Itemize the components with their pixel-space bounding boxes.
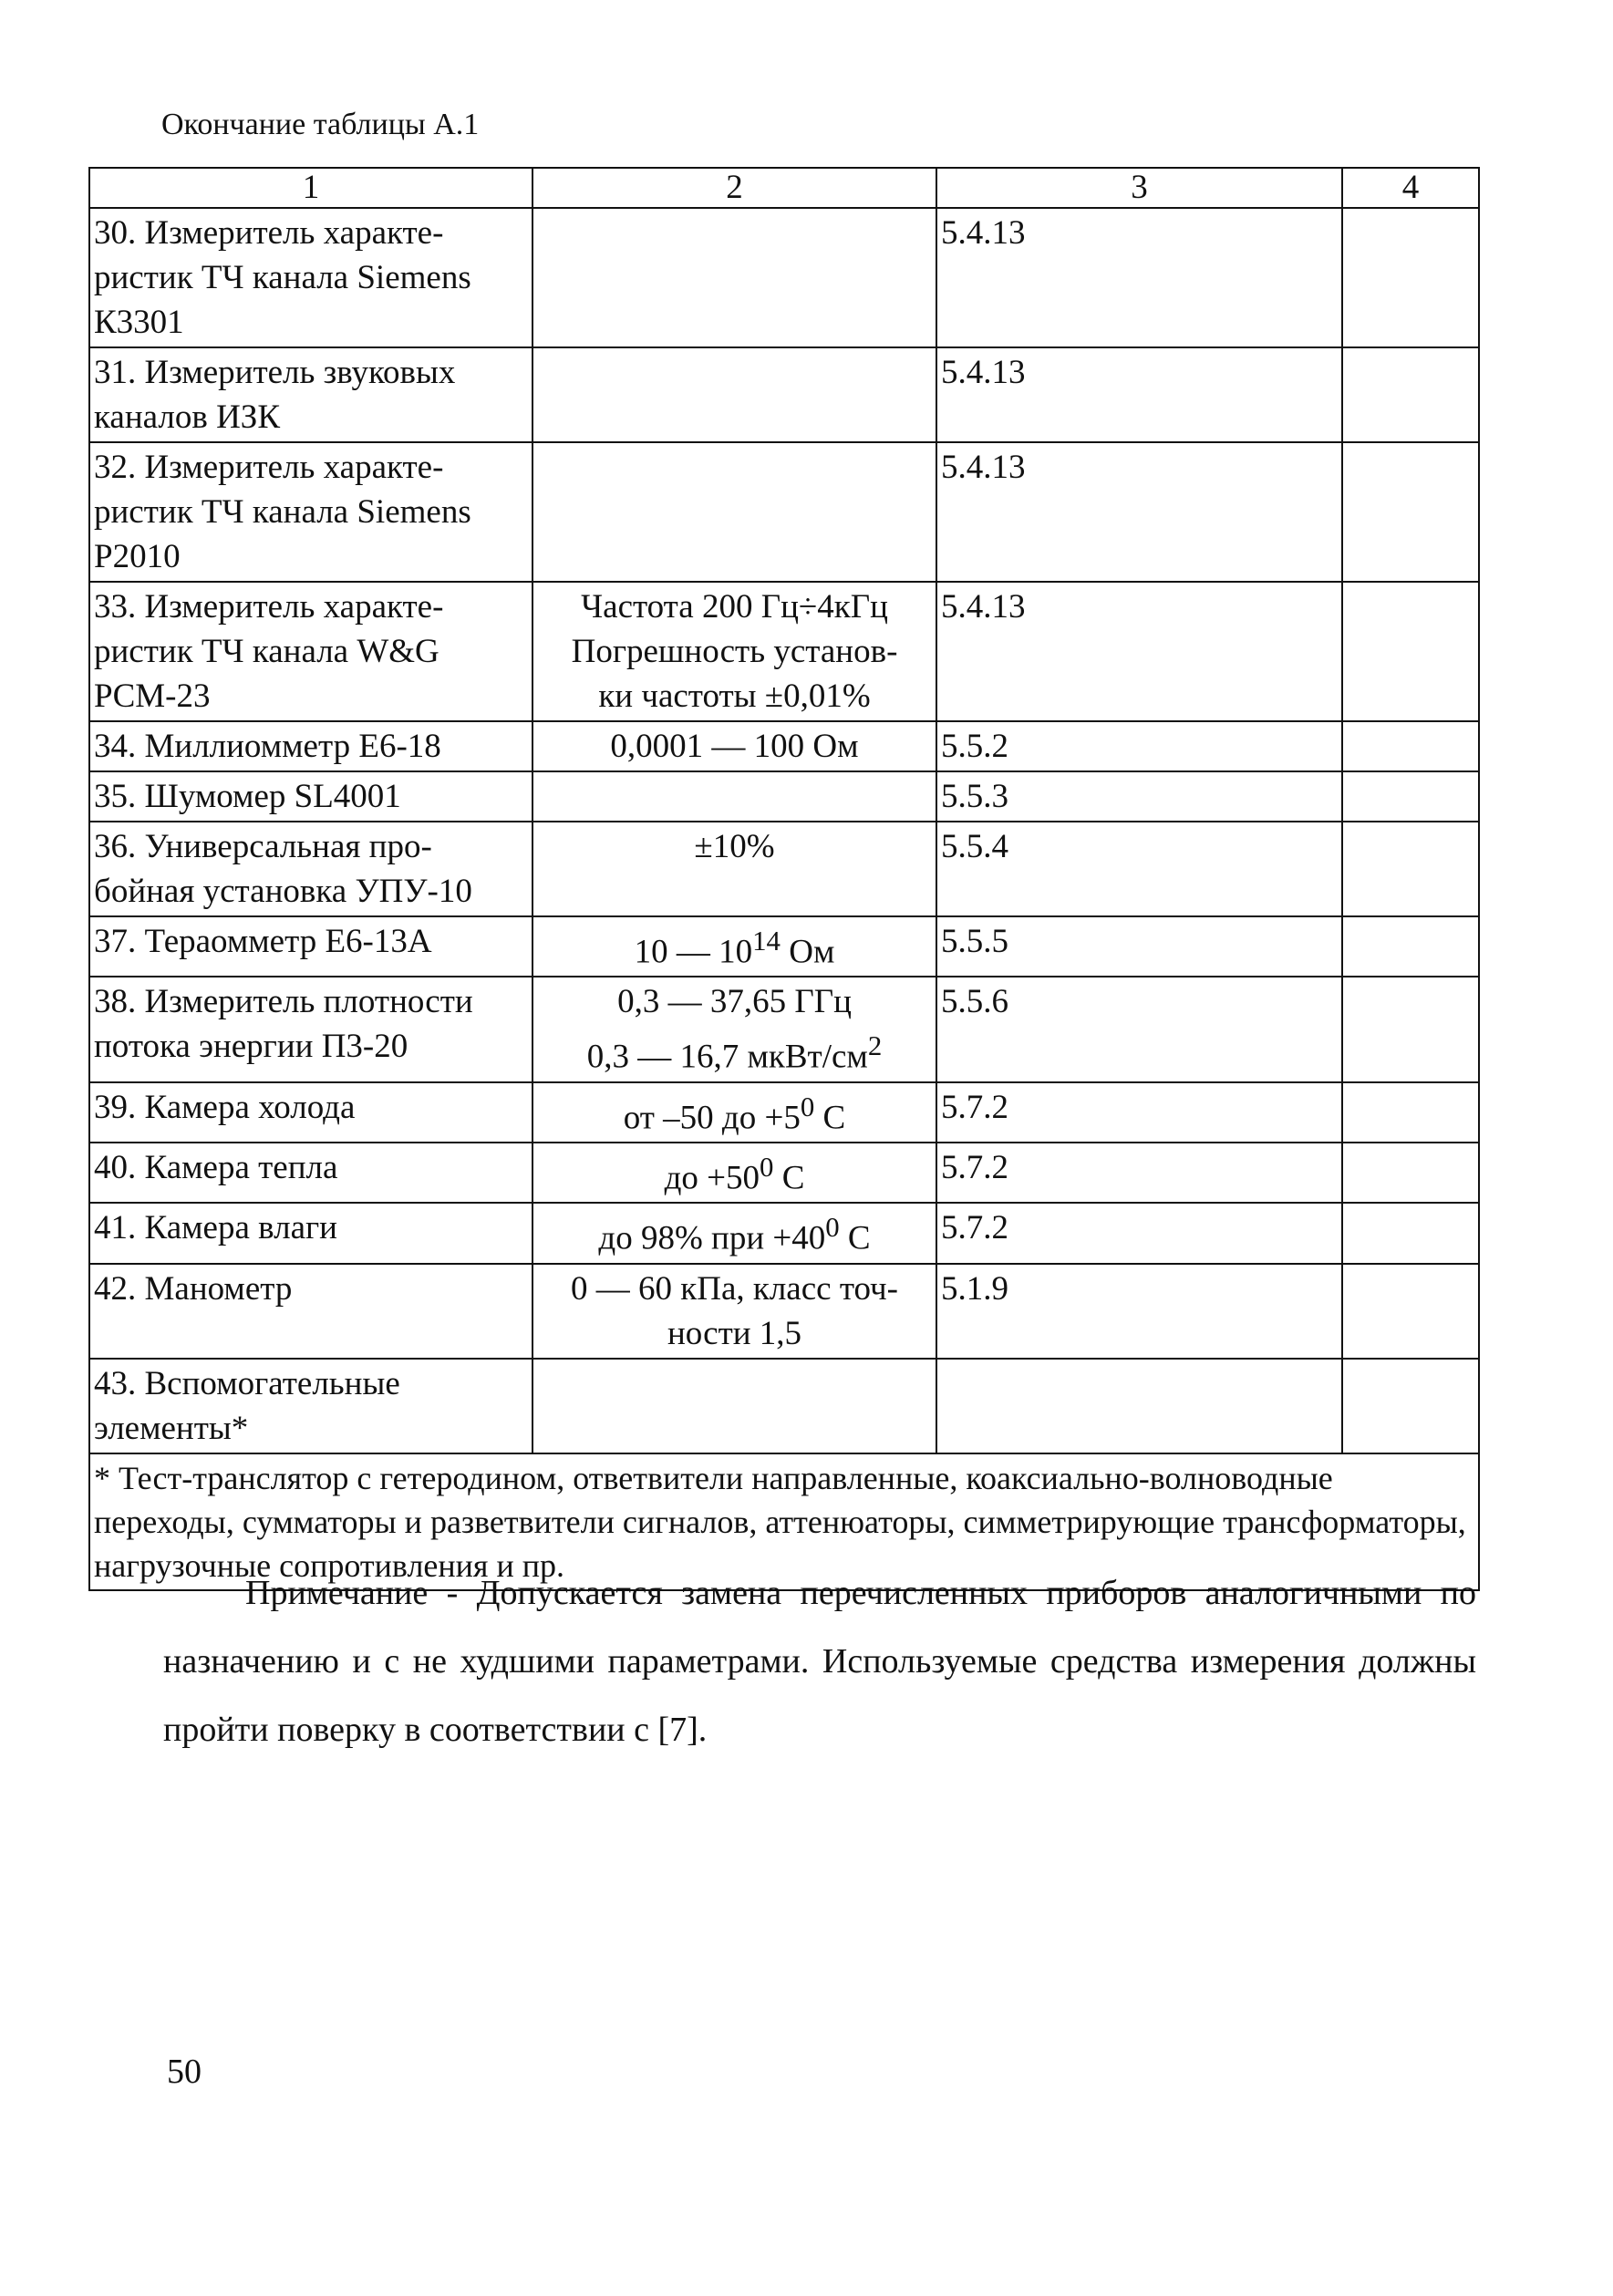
device-parameters	[532, 1082, 936, 1143]
device-name: 32. Измеритель характе- ристик ТЧ канала Siemens Р2010	[89, 442, 532, 582]
device-parameters	[532, 771, 936, 822]
equipment-table	[88, 167, 1480, 1591]
device-parameters	[532, 1203, 936, 1263]
device-parameters: ±10%	[532, 822, 936, 916]
table-header-row	[89, 168, 1479, 208]
device-parameters: Частота 200 Гц÷4кГц Погрешность установ- ки частоты ±0,01%	[532, 582, 936, 721]
device-name: 33. Измеритель характе- ристик ТЧ канала W&G PCM-23	[89, 582, 532, 721]
param-text: 0,3 — 16,7 мкВт/см	[586, 1038, 868, 1076]
clause-number: 5.5.6	[936, 977, 1342, 1081]
param-text: от –50 до +5	[623, 1098, 801, 1136]
row-note	[1342, 1082, 1479, 1143]
device-parameters	[532, 1359, 936, 1453]
device-parameters: 0 — 60 кПа, класс точ- ности 1,5	[532, 1264, 936, 1359]
row-note	[1342, 208, 1479, 347]
param-text: до +50	[664, 1159, 760, 1197]
table-row	[89, 1143, 1479, 1203]
row-note	[1342, 1264, 1479, 1359]
page-number: 50	[167, 2053, 202, 2091]
param-exponent: 14	[752, 926, 781, 957]
clause-number	[936, 1359, 1342, 1453]
table-row	[89, 721, 1479, 771]
device-parameters	[532, 208, 936, 347]
note-paragraph: Примечание - Допускается замена перечисленных приборов аналогичными по назначению и с не худшими параметрами. Используемые средства измерения должны пройти поверку в соответствии с [7].	[163, 1574, 1476, 1749]
param-line-2	[537, 1024, 932, 1079]
degree-mark: 0	[800, 1091, 815, 1122]
row-note	[1342, 1203, 1479, 1263]
device-name: 41. Камера влаги	[89, 1203, 532, 1263]
row-note	[1342, 582, 1479, 721]
row-note	[1342, 822, 1479, 916]
clause-number: 5.4.13	[936, 347, 1342, 442]
clause-number: 5.7.2	[936, 1082, 1342, 1143]
column-header-2: 2	[532, 168, 936, 208]
device-parameters	[532, 1143, 936, 1203]
table-row	[89, 1264, 1479, 1359]
device-name: 42. Манометр	[89, 1264, 532, 1359]
clause-number: 5.5.3	[936, 771, 1342, 822]
device-name: 35. Шумомер SL4001	[89, 771, 532, 822]
param-unit: С	[814, 1098, 846, 1136]
row-note	[1342, 1359, 1479, 1453]
clause-number: 5.7.2	[936, 1143, 1342, 1203]
device-name: 31. Измеритель звуковых каналов ИЗК	[89, 347, 532, 442]
row-note	[1342, 347, 1479, 442]
device-name: 34. Миллиомметр Е6-18	[89, 721, 532, 771]
table-row	[89, 916, 1479, 977]
clause-number: 5.5.4	[936, 822, 1342, 916]
device-name: 37. Тераомметр Е6-13А	[89, 916, 532, 977]
degree-mark: 0	[760, 1151, 774, 1183]
row-note	[1342, 977, 1479, 1081]
column-header-4: 4	[1342, 168, 1479, 208]
param-text: до 98% при +40	[598, 1219, 826, 1257]
device-name: 43. Вспомогательные элементы*	[89, 1359, 532, 1453]
device-name: 38. Измеритель плотности потока энергии П3-20	[89, 977, 532, 1081]
table-row	[89, 977, 1479, 1081]
table-row	[89, 582, 1479, 721]
table-caption: Окончание таблицы А.1	[161, 108, 480, 141]
table-row	[89, 1203, 1479, 1263]
clause-number: 5.5.5	[936, 916, 1342, 977]
table-row	[89, 1082, 1479, 1143]
table-row	[89, 822, 1479, 916]
table-row	[89, 442, 1479, 582]
param-unit: Ом	[780, 933, 835, 971]
param-text: 10 — 10	[634, 933, 753, 971]
row-note	[1342, 721, 1479, 771]
device-parameters: 0,0001 — 100 Ом	[532, 721, 936, 771]
table-row	[89, 347, 1479, 442]
clause-number: 5.1.9	[936, 1264, 1342, 1359]
device-name: 30. Измеритель характе- ристик ТЧ канала Siemens К3301	[89, 208, 532, 347]
column-header-3: 3	[936, 168, 1342, 208]
param-unit: С	[839, 1219, 871, 1257]
row-note	[1342, 442, 1479, 582]
device-parameters	[532, 977, 936, 1081]
table-row	[89, 771, 1479, 822]
degree-mark: 0	[825, 1212, 840, 1244]
footnote-text: * Тест-транслятор с гетеродином, ответвители направленные, коаксиально-волноводные переходы, сумматоры и разветвители сигналов, аттенюаторы, симметрирующие трансформаторы, нагрузочные сопротивления и пр.	[89, 1453, 1479, 1590]
device-parameters	[532, 916, 936, 977]
device-parameters	[532, 347, 936, 442]
device-name: 39. Камера холода	[89, 1082, 532, 1143]
device-parameters	[532, 442, 936, 582]
row-note	[1342, 771, 1479, 822]
clause-number: 5.4.13	[936, 582, 1342, 721]
row-note	[1342, 916, 1479, 977]
device-name: 40. Камера тепла	[89, 1143, 532, 1203]
param-line-1: 0,3 — 37,65 ГГц	[617, 983, 852, 1021]
table-row	[89, 1359, 1479, 1453]
row-note	[1342, 1143, 1479, 1203]
param-exponent: 2	[867, 1030, 883, 1062]
param-unit: С	[773, 1159, 805, 1197]
column-header-1: 1	[89, 168, 532, 208]
clause-number: 5.4.13	[936, 442, 1342, 582]
device-name: 36. Универсальная про- бойная установка УПУ-10	[89, 822, 532, 916]
clause-number: 5.4.13	[936, 208, 1342, 347]
clause-number: 5.7.2	[936, 1203, 1342, 1263]
table-row	[89, 208, 1479, 347]
clause-number: 5.5.2	[936, 721, 1342, 771]
